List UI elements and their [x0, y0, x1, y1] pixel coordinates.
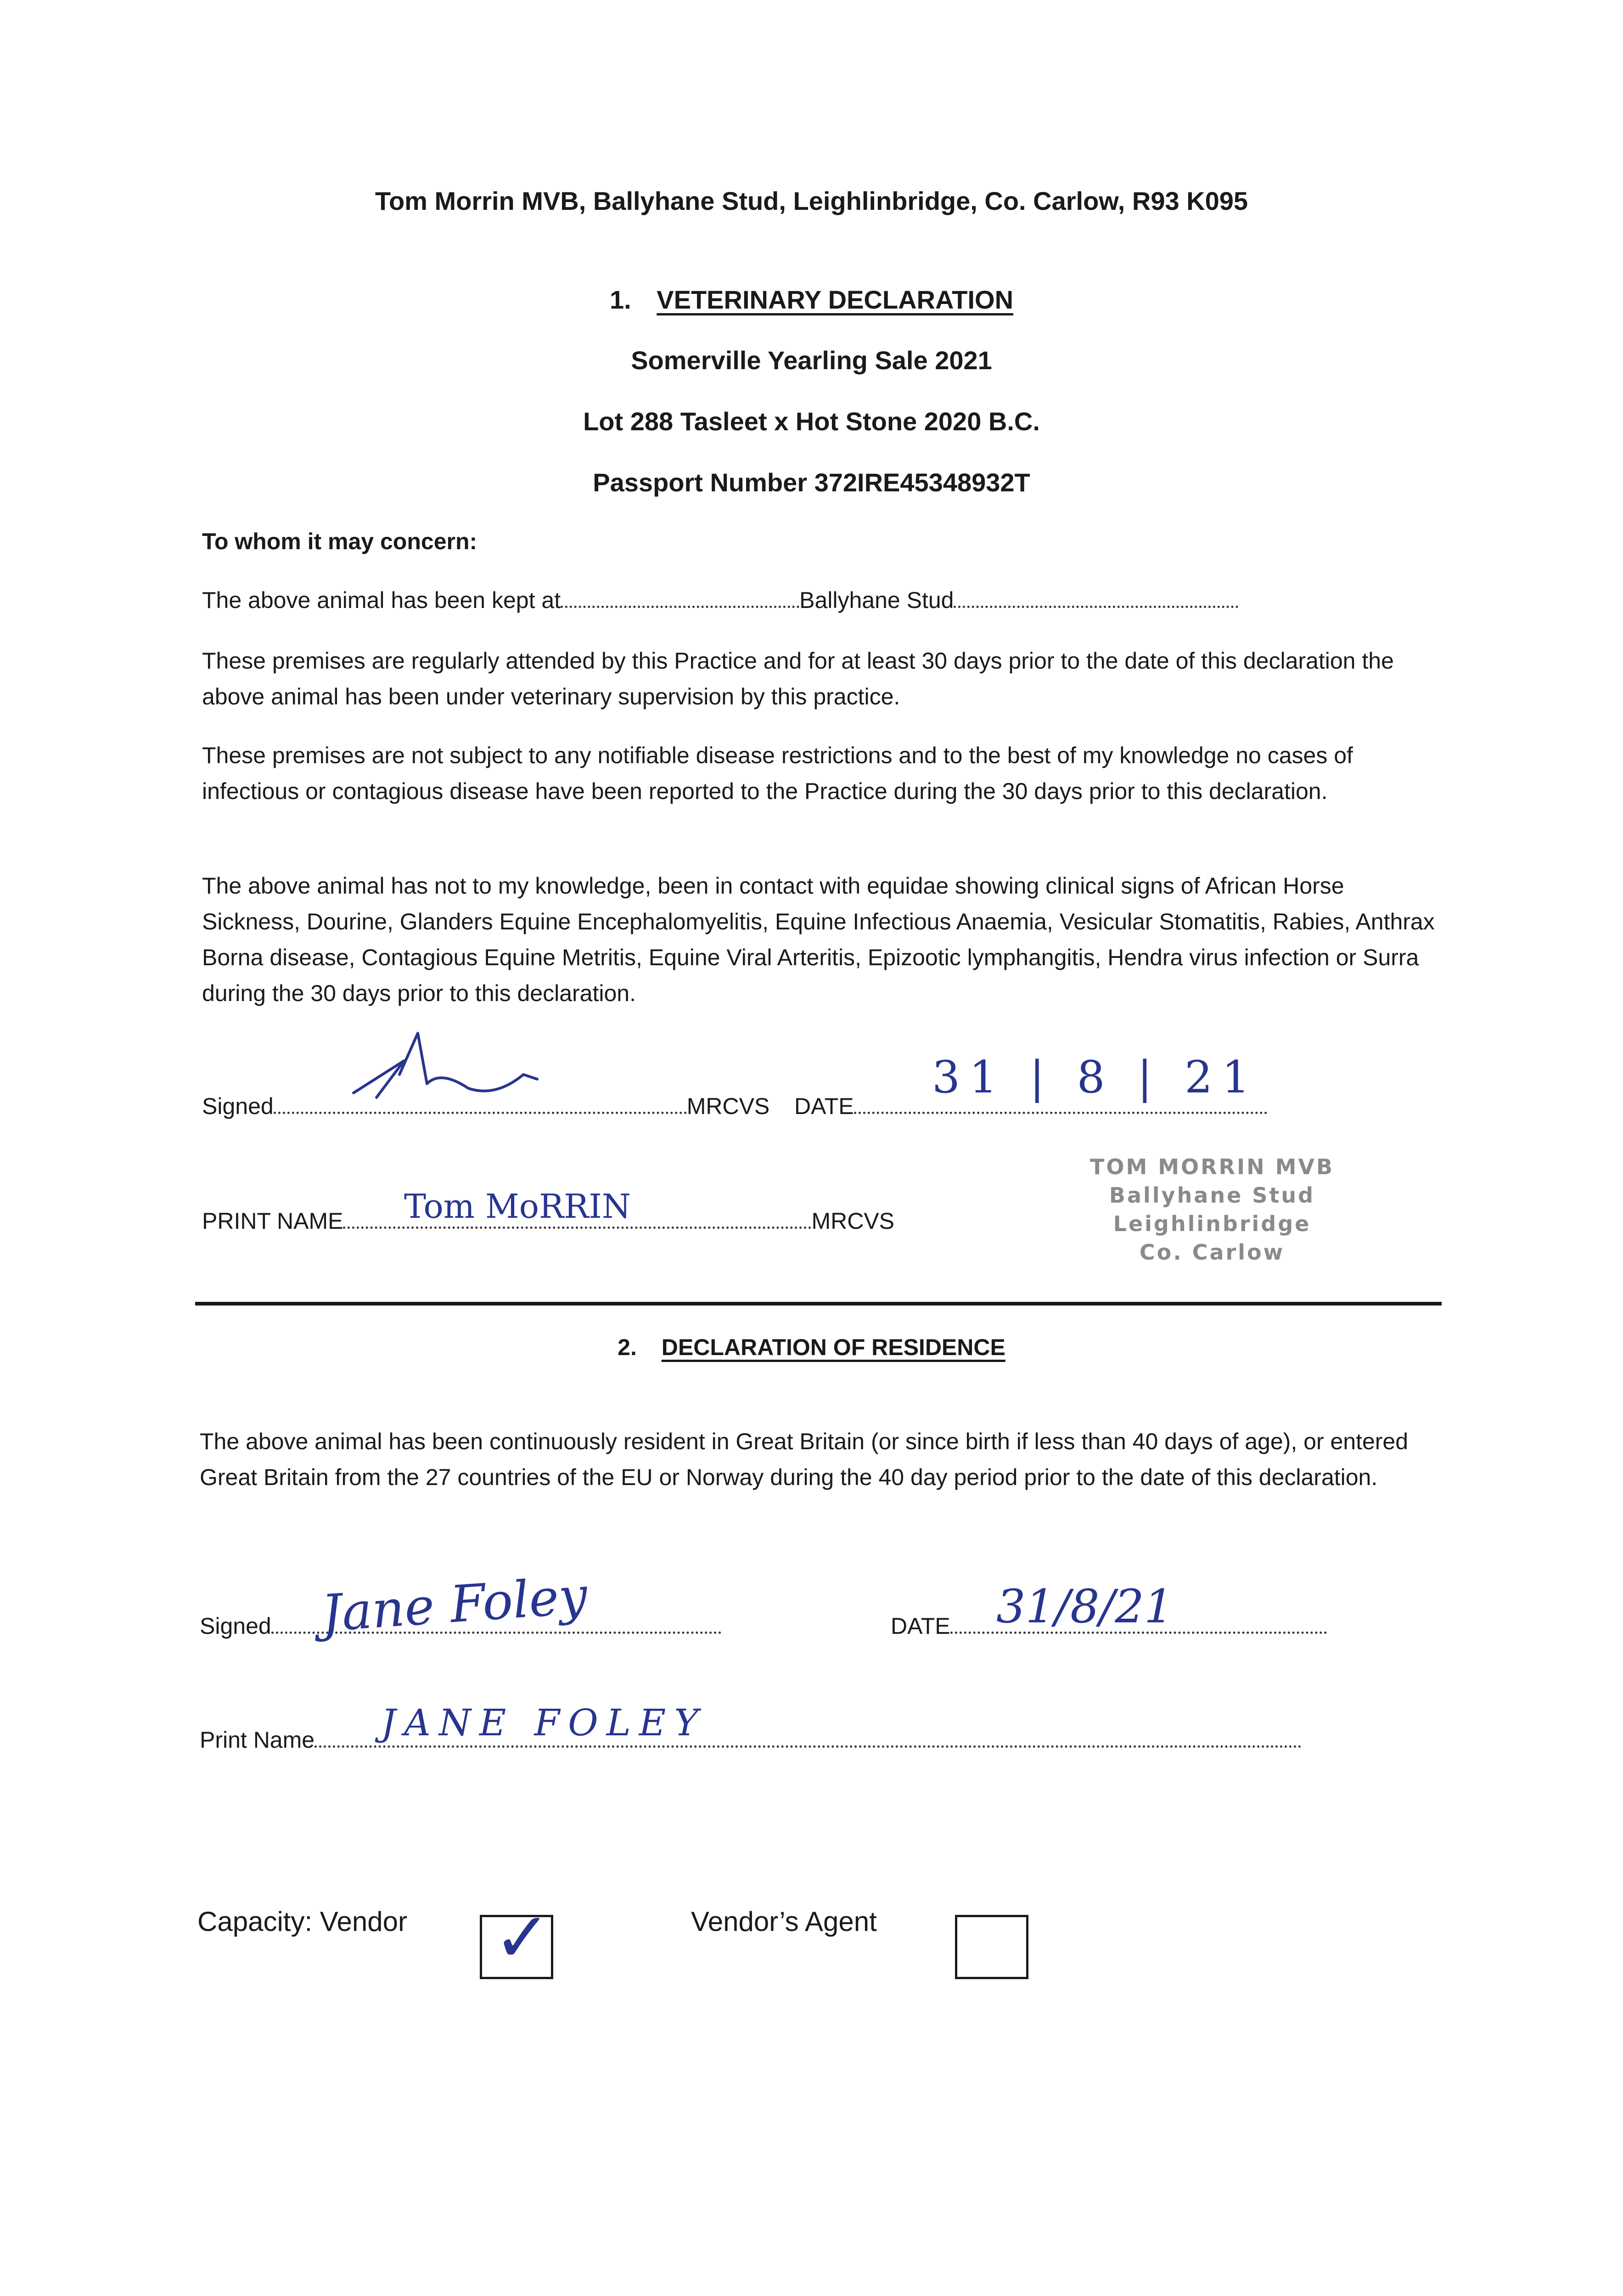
owner-print-name-value: JANE FOLEY: [381, 1701, 707, 1744]
kept-at-line: [202, 587, 1238, 613]
kept-at-value: Ballyhane Stud: [799, 587, 954, 613]
dotted-fill: [954, 601, 1238, 608]
capacity-vendor-label: Capacity: Vendor: [197, 1906, 407, 1937]
vet-print-name-value: Tom MoRRIN: [404, 1187, 631, 1226]
vendor-agent-checkbox[interactable]: [955, 1915, 1028, 1979]
stamp-line: Ballyhane Stud: [1109, 1183, 1315, 1208]
section-divider: [195, 1302, 1442, 1306]
stamp-line: TOM MORRIN MVB: [1089, 1154, 1335, 1179]
owner-date-value: 31/8/21: [996, 1580, 1174, 1633]
mrcvs-label: MRCVS: [686, 1093, 770, 1119]
section-1-heading: [0, 285, 1623, 315]
vet-signature-graphic: [349, 1024, 588, 1116]
section-2-number: 2.: [618, 1334, 637, 1360]
owner-signature: Jane Foley: [320, 1565, 590, 1643]
print-name-label: PRINT NAME: [202, 1208, 343, 1234]
signed-label: Signed: [202, 1093, 274, 1119]
vet-date-value: 31 | 8 | 21: [932, 1052, 1259, 1103]
vendor-checkbox[interactable]: [480, 1898, 553, 1979]
disease-contact-paragraph: The above animal has not to my knowledge, been in contact with equidae showing clinical signs of African Horse Sickness, Dourine, Glanders Equine Encephalomyelitis, Equine Infectious Anaemia, Vesicular Stomatitis, Rabies, Anthrax Borna disease, Contagious Equine Metritis, Equine Viral Arteritis, Epizootic lymphangitis, Hendra virus infection or Surra during the 30 days prior to this declaration.: [202, 873, 1435, 1006]
salutation: To whom it may concern:: [202, 529, 477, 554]
dotted-fill: [561, 601, 799, 608]
practice-header: Tom Morrin MVB, Ballyhane Stud, Leighlinbridge, Co. Carlow, R93 K095: [375, 186, 1248, 215]
date-label: DATE: [891, 1613, 950, 1639]
residence-paragraph: The above animal has been continuously resident in Great Britain (or since birth if less than 40 days of age), or entered Great Britain from the 27 countries of the EU or Norway during the 40 day period prior to the date of this declaration.: [200, 1429, 1409, 1490]
section-1-number: 1.: [609, 285, 631, 314]
section-2-title: DECLARATION OF RESIDENCE: [661, 1334, 1005, 1360]
restrictions-paragraph: These premises are not subject to any notifiable disease restrictions and to the best of my knowledge no cases of infectious or contagious disease have been reported to the Practice during the 30 days prior to this declaration.: [202, 743, 1353, 804]
supervision-paragraph: These premises are regularly attended by this Practice and for at least 30 days prior to the date of this declaration the above animal has been under veterinary supervision by this practice.: [202, 648, 1394, 709]
date-field[interactable]: [854, 1107, 1267, 1114]
section-1-title: VETERINARY DECLARATION: [657, 285, 1014, 314]
stamp-line: Co. Carlow: [1139, 1240, 1285, 1265]
print-name-label: Print Name: [200, 1727, 315, 1753]
vendor-agent-label: Vendor’s Agent: [691, 1906, 877, 1937]
mrcvs-label: MRCVS: [811, 1208, 895, 1234]
stamp-line: Leighlinbridge: [1113, 1211, 1311, 1236]
practice-stamp: [1051, 1153, 1373, 1266]
kept-at-label: The above animal has been kept at: [202, 587, 561, 613]
passport-number: Passport Number 372IRE45348932T: [593, 468, 1030, 497]
date-label: DATE: [794, 1093, 854, 1119]
sale-name: Somerville Yearling Sale 2021: [631, 346, 992, 375]
owner-print-name-line: [200, 1727, 1302, 1753]
section-2-heading: [0, 1334, 1623, 1361]
check-mark-icon: ✓: [494, 1898, 551, 1978]
lot-description: Lot 288 Tasleet x Hot Stone 2020 B.C.: [583, 407, 1040, 436]
signed-label: Signed: [200, 1613, 271, 1639]
